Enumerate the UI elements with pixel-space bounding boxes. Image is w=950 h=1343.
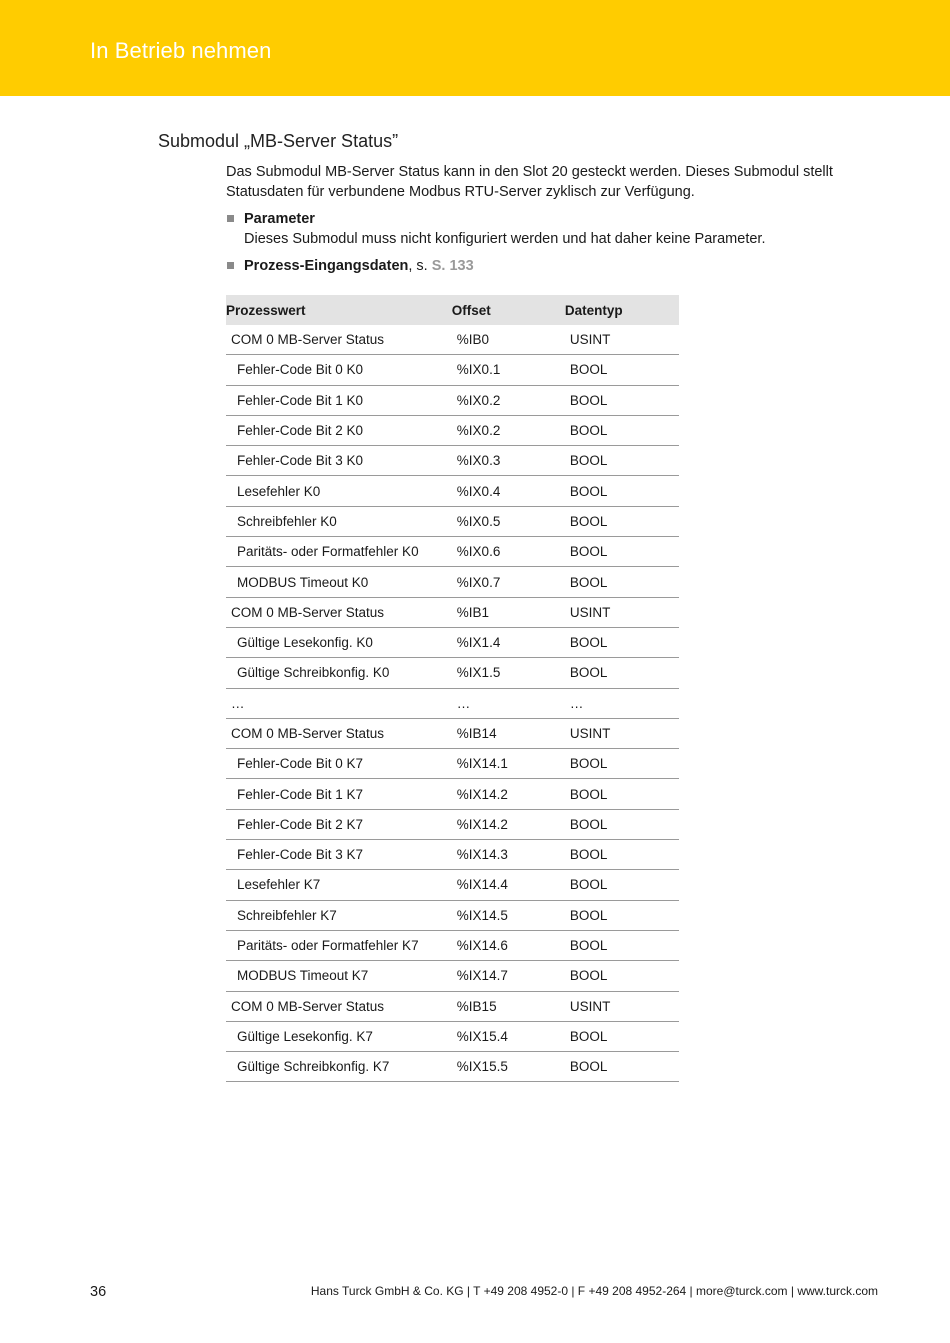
- table-header-row: [226, 295, 679, 325]
- cell-datentyp: BOOL: [565, 900, 679, 930]
- cell-datentyp: BOOL: [565, 627, 679, 657]
- square-bullet-icon: [227, 262, 234, 269]
- cell-prozesswert: Schreibfehler K0: [226, 506, 452, 536]
- cell-offset: %IX15.4: [452, 1021, 565, 1051]
- cell-prozesswert: COM 0 MB-Server Status: [226, 325, 452, 355]
- cell-datentyp: BOOL: [565, 355, 679, 385]
- cell-offset: %IX1.5: [452, 658, 565, 688]
- inputs-separator: , s.: [408, 258, 432, 274]
- parameter-label: Parameter: [244, 211, 315, 227]
- table-row: [226, 325, 679, 355]
- cell-offset: %IX0.7: [452, 567, 565, 597]
- cell-offset: %IX14.2: [452, 779, 565, 809]
- cell-offset: %IB0: [452, 325, 565, 355]
- cell-offset: %IB15: [452, 991, 565, 1021]
- header-title: In Betrieb nehmen: [90, 38, 272, 63]
- parameter-text: Dieses Submodul muss nicht konfiguriert werden und hat daher keine Parameter.: [244, 230, 766, 247]
- header-offset: Offset: [452, 295, 565, 325]
- cell-offset: %IX0.4: [452, 476, 565, 506]
- cell-datentyp: BOOL: [565, 385, 679, 415]
- table-row: [226, 991, 679, 1021]
- cell-datentyp: USINT: [565, 597, 679, 627]
- cell-datentyp: BOOL: [565, 658, 679, 688]
- cell-datentyp: BOOL: [565, 446, 679, 476]
- cell-offset: %IX14.6: [452, 930, 565, 960]
- table-row: [226, 718, 679, 748]
- cell-prozesswert: Gültige Lesekonfig. K7: [226, 1021, 452, 1051]
- cell-prozesswert: Schreibfehler K7: [226, 900, 452, 930]
- cell-offset: %IX14.2: [452, 809, 565, 839]
- cell-datentyp: USINT: [565, 991, 679, 1021]
- cell-offset: %IX0.1: [452, 355, 565, 385]
- cell-prozesswert: Fehler-Code Bit 3 K0: [226, 446, 452, 476]
- cell-prozesswert: COM 0 MB-Server Status: [226, 597, 452, 627]
- table-row: [226, 537, 679, 567]
- cell-prozesswert: MODBUS Timeout K0: [226, 567, 452, 597]
- cell-datentyp: USINT: [565, 718, 679, 748]
- cell-offset: %IB14: [452, 718, 565, 748]
- cell-datentyp: BOOL: [565, 506, 679, 536]
- bullet-inputs: [226, 257, 876, 277]
- table-row: [226, 688, 679, 718]
- cell-datentyp: BOOL: [565, 779, 679, 809]
- table-row: [226, 415, 679, 445]
- table-row: [226, 809, 679, 839]
- table-row: [226, 900, 679, 930]
- table-row: [226, 1021, 679, 1051]
- cell-datentyp: BOOL: [565, 749, 679, 779]
- cell-offset: %IX14.4: [452, 870, 565, 900]
- bullet-parameter: [226, 210, 876, 249]
- cell-offset: %IX1.4: [452, 627, 565, 657]
- table-row: [226, 870, 679, 900]
- cell-datentyp: BOOL: [565, 809, 679, 839]
- table-row: [226, 930, 679, 960]
- table-row: [226, 567, 679, 597]
- table-row: [226, 476, 679, 506]
- page-number: 36: [90, 1284, 107, 1300]
- cell-prozesswert: MODBUS Timeout K7: [226, 961, 452, 991]
- cell-prozesswert: Gültige Schreibkonfig. K7: [226, 1052, 452, 1082]
- footer-contact-info: Hans Turck GmbH & Co. KG | T +49 208 4952-0 | F +49 208 4952-264 | more@turck.com | www.turck.com: [310, 1284, 878, 1298]
- cell-datentyp: BOOL: [565, 1052, 679, 1082]
- cell-prozesswert: COM 0 MB-Server Status: [226, 991, 452, 1021]
- cell-offset: %IX14.5: [452, 900, 565, 930]
- table-row: [226, 627, 679, 657]
- cell-prozesswert: Fehler-Code Bit 0 K0: [226, 355, 452, 385]
- cell-prozesswert: Gültige Schreibkonfig. K0: [226, 658, 452, 688]
- cell-offset: %IX0.2: [452, 385, 565, 415]
- inputs-label: Prozess-Eingangsdaten: [244, 258, 409, 274]
- cell-offset: …: [452, 688, 565, 718]
- header-band: [0, 0, 950, 96]
- cell-datentyp: BOOL: [565, 567, 679, 597]
- cell-datentyp: USINT: [565, 325, 679, 355]
- cell-offset: %IX0.3: [452, 446, 565, 476]
- table-row: [226, 597, 679, 627]
- table-row: [226, 355, 679, 385]
- cell-datentyp: BOOL: [565, 1021, 679, 1051]
- table-body: [226, 325, 679, 1082]
- cell-prozesswert: …: [226, 688, 452, 718]
- cell-datentyp: BOOL: [565, 537, 679, 567]
- process-input-table: [226, 295, 679, 1082]
- cell-offset: %IX0.5: [452, 506, 565, 536]
- cell-offset: %IX0.6: [452, 537, 565, 567]
- table-row: [226, 749, 679, 779]
- cell-datentyp: BOOL: [565, 870, 679, 900]
- cell-offset: %IX15.5: [452, 1052, 565, 1082]
- table-row: [226, 506, 679, 536]
- table-row: [226, 840, 679, 870]
- cell-offset: %IB1: [452, 597, 565, 627]
- cell-prozesswert: Fehler-Code Bit 2 K7: [226, 809, 452, 839]
- cell-offset: %IX0.2: [452, 415, 565, 445]
- cell-prozesswert: Fehler-Code Bit 3 K7: [226, 840, 452, 870]
- cell-prozesswert: Paritäts- oder Formatfehler K0: [226, 537, 452, 567]
- table-row: [226, 385, 679, 415]
- bullet-list: [226, 210, 876, 277]
- section-title: Submodul „MB-Server Status”: [158, 131, 399, 151]
- table-row: [226, 658, 679, 688]
- cell-prozesswert: COM 0 MB-Server Status: [226, 718, 452, 748]
- square-bullet-icon: [227, 215, 234, 222]
- cell-prozesswert: Lesefehler K0: [226, 476, 452, 506]
- cell-offset: %IX14.3: [452, 840, 565, 870]
- header-datentyp: Datentyp: [565, 295, 679, 325]
- cell-datentyp: BOOL: [565, 961, 679, 991]
- page-reference-link[interactable]: S. 133: [431, 258, 474, 274]
- cell-prozesswert: Fehler-Code Bit 2 K0: [226, 415, 452, 445]
- table-row: [226, 446, 679, 476]
- cell-datentyp: …: [565, 688, 679, 718]
- cell-datentyp: BOOL: [565, 930, 679, 960]
- header-prozesswert: Prozesswert: [226, 295, 452, 325]
- table-row: [226, 779, 679, 809]
- cell-datentyp: BOOL: [565, 415, 679, 445]
- cell-datentyp: BOOL: [565, 476, 679, 506]
- cell-prozesswert: Fehler-Code Bit 0 K7: [226, 749, 452, 779]
- cell-prozesswert: Paritäts- oder Formatfehler K7: [226, 930, 452, 960]
- cell-prozesswert: Fehler-Code Bit 1 K7: [226, 779, 452, 809]
- table-row: [226, 961, 679, 991]
- cell-offset: %IX14.7: [452, 961, 565, 991]
- cell-prozesswert: Gültige Lesekonfig. K0: [226, 627, 452, 657]
- cell-datentyp: BOOL: [565, 840, 679, 870]
- cell-prozesswert: Fehler-Code Bit 1 K0: [226, 385, 452, 415]
- table-row: [226, 1052, 679, 1082]
- intro-paragraph: Das Submodul MB-Server Status kann in den Slot 20 gesteckt werden. Dieses Submodul stellt Statusdaten für verbundene Modbus RTU-Server zyklisch zur Verfügung.: [226, 164, 833, 200]
- cell-prozesswert: Lesefehler K7: [226, 870, 452, 900]
- cell-offset: %IX14.1: [452, 749, 565, 779]
